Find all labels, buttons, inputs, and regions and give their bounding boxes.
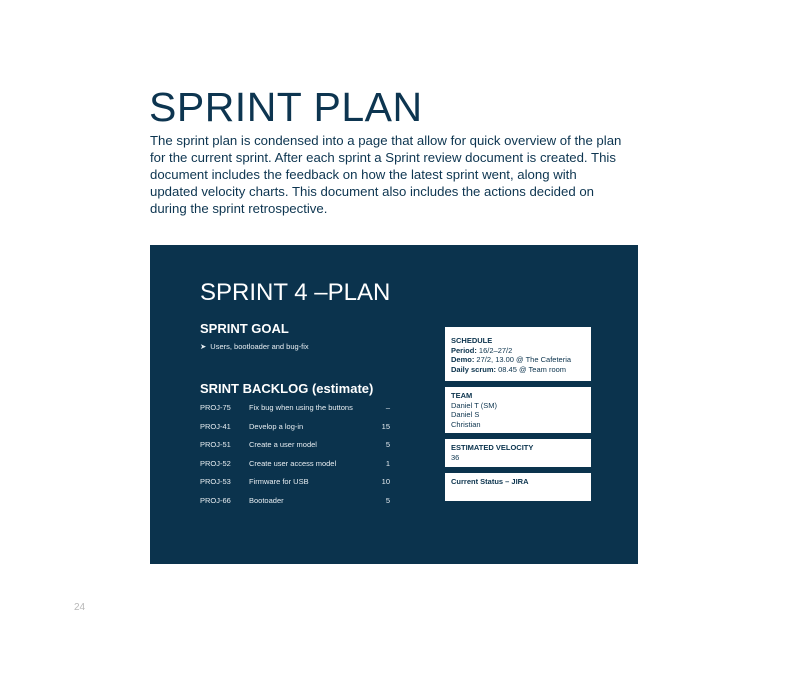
backlog-issue-id: PROJ-41 [200,421,231,431]
arrow-bullet-icon: ➤ [200,342,207,351]
backlog-row [200,422,390,441]
sprint-backlog-heading: SRINT BACKLOG (estimate) [200,381,374,396]
backlog-issue-id: PROJ-53 [200,477,231,487]
backlog-estimate: 10 [381,477,390,487]
current-status-title: Current Status – JIRA [451,477,529,486]
estimated-velocity-value: 36 [451,452,460,462]
backlog-row [200,440,390,459]
backlog-issue-id: PROJ-51 [200,440,231,450]
intro-line: during the sprint retrospective. [150,201,328,216]
team-member: Daniel S [451,410,480,419]
sprint-backlog-list [200,403,390,515]
page-number: 24 [74,602,86,613]
page-title: SPRINT PLAN [149,84,423,130]
intro-line: document includes the feedback on how the latest sprint went, along with [150,167,577,182]
schedule-period-label: Period: [451,345,477,355]
intro-line: for the current sprint. After each sprint a Sprint review document is created. This [150,150,616,165]
backlog-issue-id: PROJ-75 [200,403,231,412]
sprint-goal-heading: SPRINT GOAL [200,321,289,336]
backlog-estimate: 1 [385,458,390,468]
sprint-plan-slide [150,245,638,564]
schedule-period [451,346,585,356]
backlog-estimate: – [385,403,390,412]
schedule-demo-value: 27/2, 13.00 @ The Cafeteria [474,355,572,364]
schedule-demo [451,355,585,365]
schedule-daily-scrum-value: 08.45 @ Team room [496,364,567,374]
backlog-description: Fix bug when using the buttons [249,403,353,412]
team-member: Daniel T (SM) [451,400,497,410]
backlog-description: Firmware for USB [249,477,309,487]
current-status-box [445,473,591,501]
estimated-velocity-title: ESTIMATED VELOCITY [451,443,534,452]
team-box [445,387,591,433]
backlog-issue-id: PROJ-52 [200,458,231,468]
backlog-row [200,496,390,515]
backlog-estimate: 5 [385,495,390,505]
sprint-goal-item [200,342,309,352]
backlog-row [200,477,390,496]
backlog-estimate: 15 [381,421,390,431]
backlog-description: Bootoader [249,495,284,505]
backlog-row [200,459,390,478]
estimated-velocity-box [445,439,591,467]
schedule-daily-scrum [451,365,585,375]
backlog-description: Create user access model [249,458,337,468]
intro-line: The sprint plan is condensed into a page that allow for quick overview of the plan [150,133,622,148]
schedule-period-value: 16/2–27/2 [476,345,513,355]
sprint-goal-text: Users, bootloader and bug-fix [210,342,309,351]
backlog-row [200,403,390,422]
backlog-description: Develop a log-in [249,421,304,431]
team-member: Christian [451,419,481,429]
team-title: TEAM [451,391,473,400]
schedule-box [445,327,591,381]
backlog-issue-id: PROJ-66 [200,495,231,505]
schedule-daily-scrum-label: Daily scrum: [451,364,497,374]
intro-paragraph [150,132,640,217]
backlog-estimate: 5 [385,440,390,450]
slide-title: SPRINT 4 –PLAN [200,279,391,306]
intro-line: updated velocity charts. This document also includes the actions decided on [150,184,595,199]
schedule-demo-label: Demo: [451,355,475,364]
backlog-description: Create a user model [249,440,317,450]
schedule-title: SCHEDULE [451,336,493,345]
